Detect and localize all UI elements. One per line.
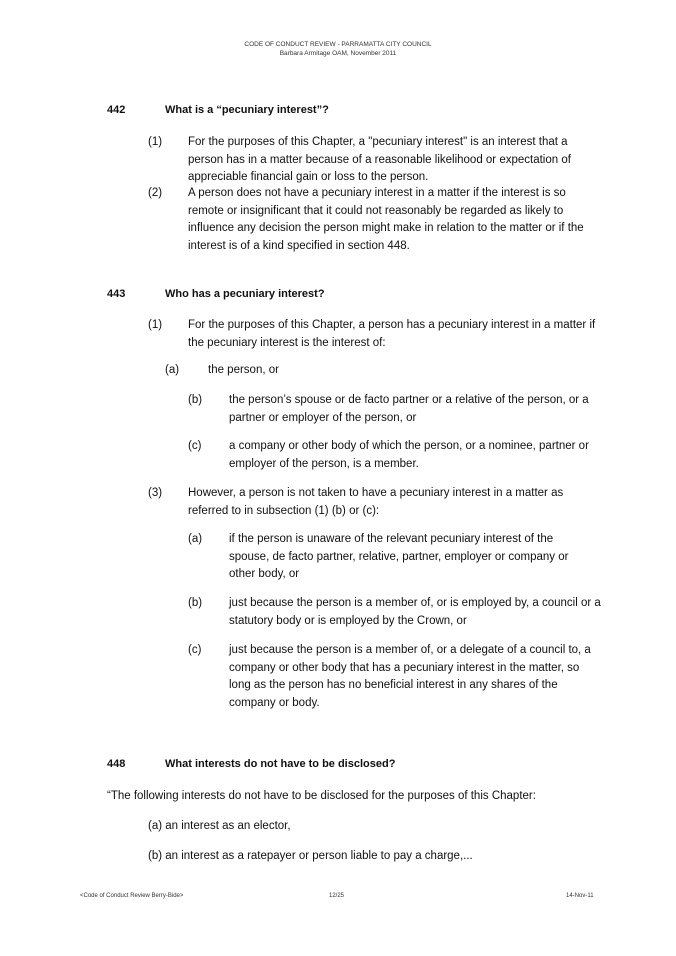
item-text: For the purposes of this Chapter, a "pecuniary interest" is an interest that a person has in a matter because of a reasonable likelihood or expectation of appreciable financial gain or loss to the person. bbox=[188, 136, 571, 183]
section-title: What is a “pecuniary interest”? bbox=[165, 104, 329, 116]
item-text: a company or other body of which the person, or a nominee, partner or employer of the person, is a member. bbox=[229, 440, 589, 470]
section-title: What interests do not have to be disclosed? bbox=[165, 758, 396, 770]
page-number: 12/25 bbox=[329, 893, 345, 899]
item-label: (3) bbox=[148, 487, 163, 499]
item-label: (b) bbox=[188, 394, 203, 406]
section-number: 443 bbox=[107, 288, 126, 300]
item-label: (c) bbox=[188, 440, 202, 452]
page-header bbox=[0, 40, 676, 58]
item-text: just because the person is a member of, or a delegate of a council to, a company or other body that has a pecuniary interest in the matter, so long as the person has no beneficial interest in any shares of the company or body. bbox=[229, 644, 591, 709]
header-line-1: CODE OF CONDUCT REVIEW - PARRAMATTA CITY COUNCIL bbox=[244, 41, 432, 48]
item-label: (a) bbox=[165, 364, 180, 376]
item-label: (1) bbox=[148, 319, 163, 331]
list-item: (a) an interest as an elector, bbox=[148, 820, 291, 832]
section-title: Who has a pecuniary interest? bbox=[165, 288, 325, 300]
item-text: the person, or bbox=[208, 364, 279, 376]
item-label: (a) bbox=[188, 533, 203, 545]
footer-date: 14-Nov-11 bbox=[566, 893, 594, 899]
item-text: For the purposes of this Chapter, a person has a pecuniary interest in a matter if the pecuniary interest is the interest of: bbox=[188, 319, 596, 349]
item-label: (c) bbox=[188, 644, 202, 656]
list-item: (b) an interest as a ratepayer or person liable to pay a charge,... bbox=[148, 850, 473, 862]
footer-left: <Code of Conduct Review Berry-Bide> bbox=[80, 893, 184, 899]
header-line-2: Barbara Armitage OAM, November 2011 bbox=[279, 50, 397, 57]
section-number: 442 bbox=[107, 104, 126, 116]
section-number: 448 bbox=[107, 758, 126, 770]
item-label: (1) bbox=[148, 136, 163, 148]
section-intro: “The following interests do not have to be disclosed for the purposes of this Chapter: bbox=[107, 790, 536, 802]
item-label: (2) bbox=[148, 187, 163, 199]
item-text: the person’s spouse or de facto partner or a relative of the person, or a partner or employer of the person, or bbox=[229, 394, 589, 424]
item-text: just because the person is a member of, or is employed by, a council or a statutory body or is employed by the Crown, or bbox=[229, 597, 601, 627]
item-text: A person does not have a pecuniary interest in a matter if the interest is so remote or insignificant that it could not reasonably be regarded as likely to influence any decision the person might make in relation to the matter or if the interest is of a kind specified in section 448. bbox=[188, 187, 584, 252]
item-label: (b) bbox=[188, 597, 203, 609]
item-text: if the person is unaware of the relevant pecuniary interest of the spouse, de facto partner, relative, partner, employer or company or other body, or bbox=[229, 533, 569, 580]
item-text: However, a person is not taken to have a pecuniary interest in a matter as referred to in subsection (1) (b) or (c): bbox=[188, 487, 564, 517]
